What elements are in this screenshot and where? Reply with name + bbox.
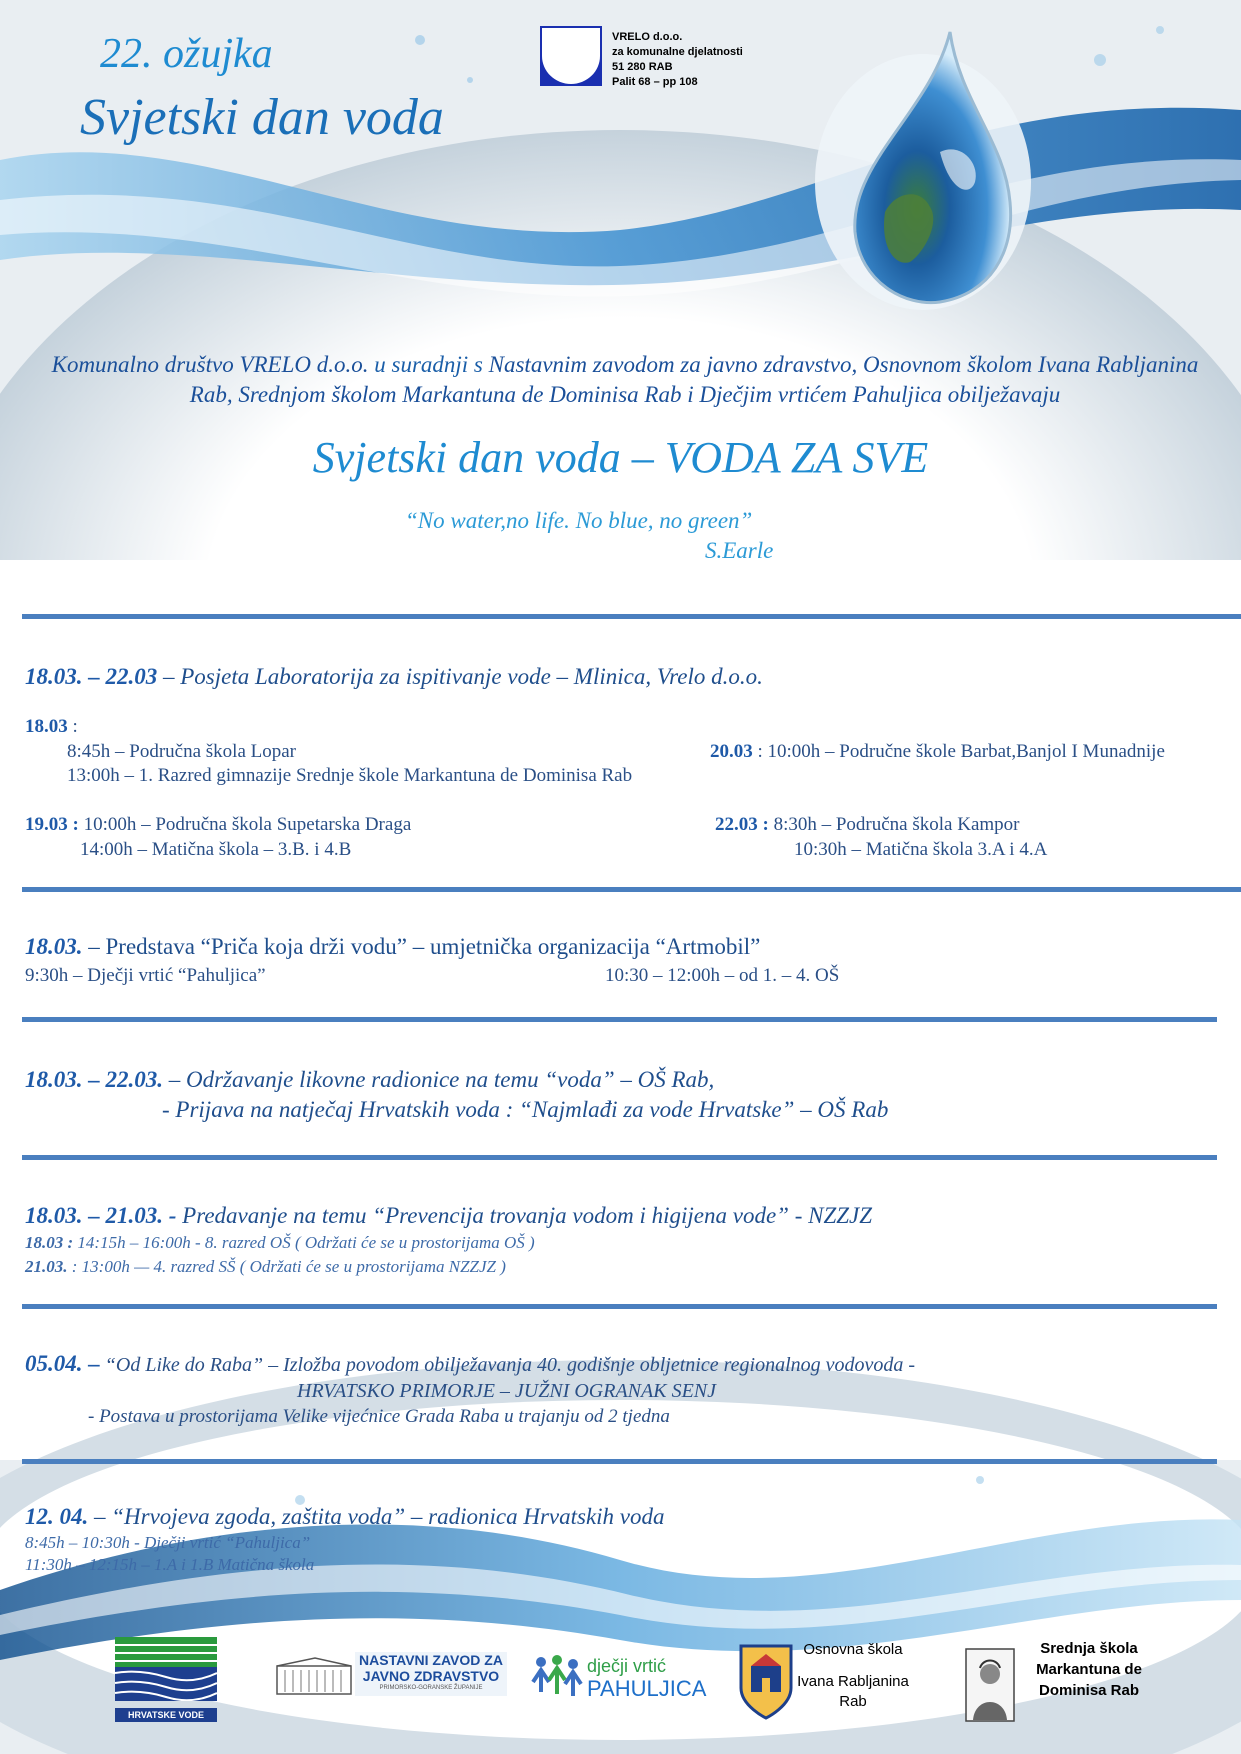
ss-line: Dominisa Rab: [1038, 1682, 1140, 1699]
nzjz-logo: [275, 1652, 510, 1698]
divider: [22, 614, 1241, 619]
intro-connector: u suradnji s: [368, 352, 489, 377]
event-6-heading: [25, 1504, 665, 1530]
event-2-heading: [25, 934, 760, 960]
header-title: Svjetski dan voda: [80, 89, 444, 146]
day-sep: :: [67, 716, 78, 737]
event-1-day3: [25, 814, 411, 836]
event-2-dates: 18.03.: [25, 934, 83, 959]
children-icon: [527, 1652, 585, 1704]
osnovna-skola-logo: [737, 1640, 909, 1722]
day-text: : 13:00h — 4. razred SŠ ( Održati će se u prostorijama NZZJZ ): [67, 1257, 506, 1276]
day-text: 10:00h – Područna škola Supetarska Draga: [78, 814, 412, 835]
event-1-day3-line2: 14:00h – Matična škola – 3.B. i 4.B: [80, 839, 352, 860]
event-6-title: – “Hrvojeva zgoda, zaštita voda” – radionica Hrvatskih voda: [88, 1504, 665, 1529]
event-4-heading: [25, 1203, 872, 1229]
vrelo-logo-icon: [540, 26, 602, 86]
nzjz-line: PRIMORSKO-GORANSKE ŽUPANIJE: [379, 1685, 483, 1691]
os-label: [797, 1640, 909, 1712]
event-6-line1: 8:45h – 10:30h - Dječji vrtić “Pahuljica”: [25, 1533, 311, 1552]
event-5-heading: [25, 1351, 915, 1377]
day-label: 21.03.: [25, 1257, 68, 1276]
intro-partners: Nastavnim zavodom za javno zdravstvo, Osnovnom školom Ivana Rabljanina Rab, Srednjom školom Markantuna de Dominisa Rab i Dječjim vrtićem Pahuljica obilježavaju: [189, 352, 1199, 407]
event-2-line1: 9:30h – Dječji vrtić “Pahuljica”: [25, 965, 266, 986]
hrvatske-vode-icon: [115, 1637, 217, 1701]
vrtic-line: PAHULJICA: [587, 1676, 707, 1701]
ss-line: Srednja škola: [1040, 1640, 1138, 1657]
quote-text: “No water,no life. No blue, no green”: [405, 508, 753, 533]
vrelo-line: za komunalne djelatnosti: [612, 46, 743, 58]
event-4-line1: [25, 1233, 535, 1253]
event-5-line2: HRVATSKO PRIMORJE – JUŽNI OGRANAK SENJ: [297, 1380, 717, 1402]
divider: [22, 1017, 1217, 1022]
event-4-line2: [25, 1257, 506, 1277]
intro-paragraph: [40, 350, 1210, 410]
divider: [22, 1304, 1217, 1309]
day-text: : 10:00h – Područne škole Barbat,Banjol I Munadnije: [752, 741, 1165, 762]
os-line: Rab: [839, 1693, 867, 1710]
ss-line: Markantuna de: [1036, 1661, 1142, 1678]
event-1-day4: [715, 814, 1019, 836]
event-1-day1-label: [25, 716, 78, 738]
os-line: Ivana Rabljanina: [797, 1673, 909, 1690]
event-1-dates: 18.03. – 22.03: [25, 664, 158, 689]
header-date: 22. ožujka: [100, 31, 273, 77]
divider: [22, 1155, 1217, 1160]
day-label: 22.03 :: [715, 814, 769, 835]
day-label: 20.03: [710, 741, 753, 762]
event-1-title: – Posjeta Laboratorija za ispitivanje vode – Mlinica, Vrelo d.o.o.: [157, 664, 763, 689]
event-6-line2: 11:30h – 12:15h – 1.A i 1.B Matična škola: [25, 1555, 315, 1574]
os-line: Osnovna škola: [803, 1641, 903, 1658]
event-5-dates: 05.04. –: [25, 1351, 100, 1376]
day-text: 8:30h – Područna škola Kampor: [768, 814, 1020, 835]
event-1-day1-line1: 8:45h – Područna škola Lopar: [67, 741, 297, 762]
vrelo-line: Palit 68 – pp 108: [612, 76, 698, 88]
vrelo-address: [612, 30, 743, 90]
vrelo-line: VRELO d.o.o.: [612, 31, 683, 43]
event-3-heading: [25, 1067, 714, 1093]
school-crest-icon: [737, 1640, 795, 1720]
divider: [22, 1459, 1217, 1464]
vrtic-line: dječji vrtić: [587, 1656, 667, 1676]
event-1-day2: [710, 741, 1165, 763]
water-drop-earth-icon: [810, 22, 1036, 312]
nzjz-line: NASTAVNI ZAVOD ZA: [359, 1652, 503, 1668]
pahuljica-logo: [527, 1648, 707, 1710]
day-label: 18.03: [25, 716, 68, 737]
event-2-title: – Predstava “Priča koja drži vodu” – umjetnička organizacija “Artmobil”: [82, 934, 761, 959]
hrvatske-vode-logo: [115, 1637, 217, 1720]
event-5-title: “Od Like do Raba” – Izložba povodom obilježavanja 40. godišnje obljetnice regionalnog vodovoda -: [99, 1354, 916, 1376]
ss-label: [1021, 1638, 1157, 1701]
day-text: 14:15h – 16:00h - 8. razred OŠ ( Održati će se u prostorijama OŠ ): [73, 1233, 535, 1252]
hv-label: HRVATSKE VODE: [115, 1708, 217, 1722]
day-label: 19.03 :: [25, 814, 79, 835]
event-4-dates: 18.03. – 21.03. -: [25, 1203, 177, 1228]
vrelo-line: 51 280 RAB: [612, 61, 673, 73]
event-1-day1-line2: 13:00h – 1. Razred gimnazije Srednje škole Markantuna de Dominisa Rab: [67, 765, 633, 786]
theme-heading: Svjetski dan voda – VODA ZA SVE: [312, 433, 929, 482]
event-3-line2: - Prijava na natječaj Hrvatskih voda : “Najmlađi za vode Hrvatske” – OŠ Rab: [162, 1097, 889, 1122]
event-3-title: – Održavanje likovne radionice na temu “voda” – OŠ Rab,: [163, 1067, 715, 1092]
event-6-dates: 12. 04.: [25, 1504, 89, 1529]
event-4-title: Predavanje na temu “Prevencija trovanja vodom i higijena vode” - NZZJZ: [176, 1203, 873, 1228]
portrait-icon: [965, 1648, 1015, 1722]
nzjz-label: [355, 1652, 507, 1696]
nzjz-line: JAVNO ZDRAVSTVO: [362, 1668, 500, 1684]
srednja-skola-logo: [965, 1638, 1165, 1728]
building-icon: [275, 1656, 353, 1696]
event-5-line3: - Postava u prostorijama Velike vijećnice Grada Raba u trajanju od 2 tjedna: [88, 1406, 670, 1427]
day-label: 18.03 :: [25, 1233, 74, 1252]
quote-author: S.Earle: [705, 538, 774, 563]
event-2-line2: 10:30 – 12:00h – od 1. – 4. OŠ: [605, 965, 840, 986]
event-1-heading: [25, 664, 763, 690]
intro-organizer: Komunalno društvo VRELO d.o.o.: [51, 352, 369, 377]
divider: [22, 887, 1241, 892]
event-3-dates: 18.03. – 22.03.: [25, 1067, 163, 1092]
event-1-day4-line2: 10:30h – Matična škola 3.A i 4.A: [794, 839, 1048, 860]
